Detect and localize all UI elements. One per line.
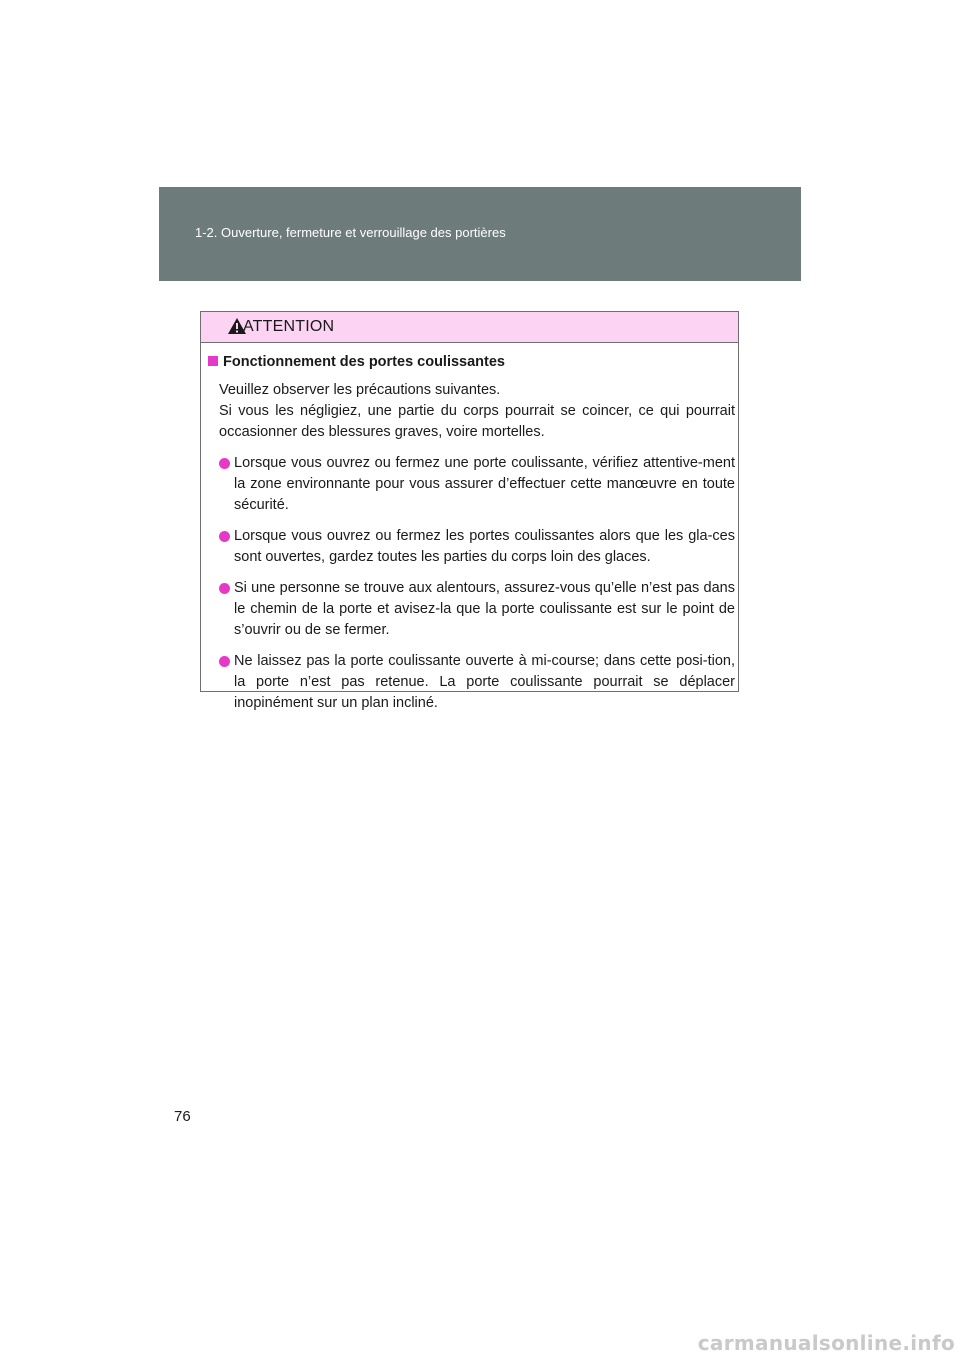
- chapter-header: [159, 187, 801, 281]
- chapter-title: 1-2. Ouverture, fermeture et verrouillage des portières: [195, 225, 506, 240]
- circle-bullet-icon: [219, 583, 230, 594]
- circle-bullet-icon: [219, 458, 230, 469]
- circle-bullet-icon: [219, 656, 230, 667]
- list-item: [219, 453, 735, 516]
- intro-line: Veuillez observer les précautions suivantes.: [219, 382, 501, 398]
- list-item: [219, 526, 735, 568]
- list-item-text: Si une personne se trouve aux alentours, assurez-vous qu’elle n’est pas dans le chemin de la porte et avisez-la que la porte coulissante est sur le point de s’ouvrir ou de se fermer.: [234, 580, 735, 638]
- precaution-list: [219, 453, 735, 724]
- section-heading: [208, 354, 505, 370]
- list-item-text: Lorsque vous ouvrez ou fermez une porte coulissante, vérifiez attentive-ment la zone environnante pour vous assurer d’effectuer cette manœuvre en toute sécurité.: [234, 455, 735, 513]
- page-number: 76: [174, 1108, 191, 1125]
- intro-text: [219, 380, 735, 443]
- list-item: [219, 651, 735, 714]
- circle-bullet-icon: [219, 531, 230, 542]
- list-item: [219, 578, 735, 641]
- warning-label: ATTENTION: [243, 318, 335, 335]
- warning-header: [201, 312, 738, 343]
- square-bullet-icon: [208, 356, 218, 366]
- warning-box: [200, 311, 739, 711]
- section-heading-text: Fonctionnement des portes coulissantes: [223, 354, 505, 370]
- intro-line: Si vous les négligiez, une partie du corps pourrait se coincer, ce qui pourrait occasionner des blessures graves, voire mortelles.: [219, 403, 735, 440]
- watermark: carmanualsonline.info: [697, 1331, 955, 1355]
- list-item-text: Ne laissez pas la porte coulissante ouverte à mi-course; dans cette posi-tion, la porte n’est pas retenue. La porte coulissante pourrait se déplacer inopinément sur un plan incliné.: [234, 653, 735, 711]
- list-item-text: Lorsque vous ouvrez ou fermez les portes coulissantes alors que les gla-ces sont ouvertes, gardez toutes les parties du corps loin des glaces.: [234, 528, 735, 565]
